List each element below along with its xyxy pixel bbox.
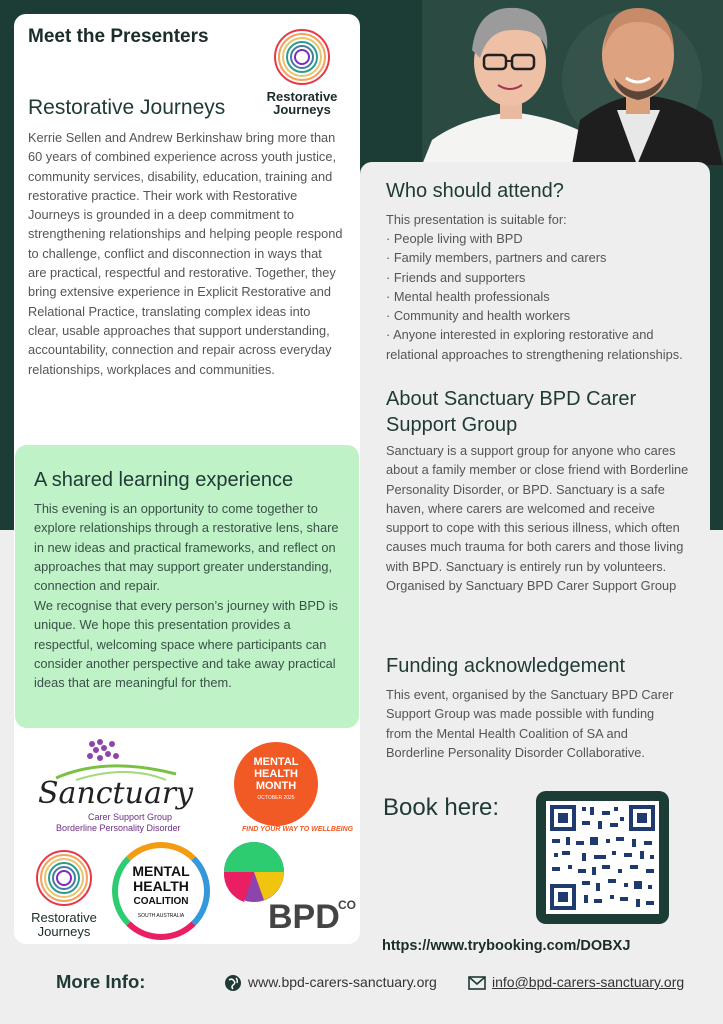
list-item: · Anyone interested in exploring restorative and relational approaches to strengthening relationships. xyxy=(386,327,683,362)
who-attend-title: Who should attend? xyxy=(386,180,564,202)
website-link[interactable]: www.bpd-carers-sanctuary.org xyxy=(248,974,437,990)
sanctuary-sub1: Carer Support Group xyxy=(88,812,173,822)
mail-icon xyxy=(468,976,486,995)
mhm-line4: OCTOBER 2025 xyxy=(257,795,295,801)
shared-learning-p1: This evening is an opportunity to come together to explore relationships through a restorative lens, share in new ideas and practical frameworks, and reflect on approaches that may support greater understanding, connection and repair. xyxy=(34,501,339,594)
mhm-line2: HEALTH xyxy=(254,768,298,780)
presenters-photo xyxy=(422,0,723,165)
restorative-journeys-logo xyxy=(262,25,342,120)
book-here-title: Book here: xyxy=(383,794,500,821)
logo-label-journeys: Journeys xyxy=(273,102,331,117)
funding-body: This event, organised by the Sanctuary BPD Carer Support Group was made possible with funding from the Mental Health Coalition of SA and Borderline Personality Disorder Collaborative. xyxy=(386,687,674,760)
mhc-line3: COALITION xyxy=(133,896,189,907)
qr-code-icon xyxy=(546,801,659,914)
mental-health-coalition-logo xyxy=(112,842,210,940)
shared-learning-title: A shared learning experience xyxy=(34,469,294,491)
mhc-line2: HEALTH xyxy=(133,878,189,894)
bpd-sup: CO xyxy=(338,898,356,912)
shared-learning-p2: We recognise that every person’s journey with BPD is unique. We hope this presentation provides a respectful, welcoming space where participants can consider another perspective and take away practical ideas that are meaningful for them. xyxy=(34,598,338,691)
sanctuary-wordmark: Sanctuary xyxy=(38,776,194,811)
mhm-tagline: FIND YOUR WAY TO WELLBEING xyxy=(242,826,354,833)
website-icon xyxy=(224,974,242,997)
mhm-line3: MONTH xyxy=(255,780,297,792)
list-item: · Community and health workers xyxy=(386,308,571,324)
about-title: About Sanctuary BPD Carer Support Group xyxy=(386,388,637,436)
who-attend-intro: This presentation is suitable for: xyxy=(386,212,567,227)
email-link[interactable]: info@bpd-carers-sanctuary.org xyxy=(492,974,685,990)
mhm-line1: MENTAL xyxy=(253,756,299,768)
sanctuary-logo xyxy=(36,736,196,836)
more-info-label: More Info: xyxy=(56,971,146,992)
mental-health-month-logo xyxy=(232,740,354,840)
mhc-line1: MENTAL xyxy=(132,863,190,879)
presenters-bio: Kerrie Sellen and Andrew Berkinshaw bring more than 60 years of combined experience across youth justice, community services, disability, education, training and restorative practice. Their work with Restorative Journeys is grounded in a deep commitment to strengthening relationships and helping people respond to challenge, conflict and disconnection in ways that are practical, respectful and restorative. Together, they bring extensive experience in Explicit Restorative and Relational Practice, translating complex ideas into clear, usable approaches that support understanding, accountability, connection and repair across everyday relationships, workplaces and communities. xyxy=(28,130,343,377)
bpd-wordmark: BPD xyxy=(268,898,340,936)
bpd-collaborative-logo xyxy=(212,838,360,938)
list-item: · Friends and supporters xyxy=(386,269,526,285)
list-item: · People living with BPD xyxy=(386,231,523,246)
logo-label-restorative: Restorative xyxy=(266,89,338,104)
rj-label1: Restorative xyxy=(31,910,97,925)
booking-qr-code[interactable] xyxy=(536,791,669,924)
rj-label2: Journeys xyxy=(37,924,91,939)
org-title: Restorative Journeys xyxy=(28,96,226,119)
meet-presenters-title: Meet the Presenters xyxy=(28,26,209,47)
list-item: · Mental health professionals xyxy=(386,288,550,304)
rainbow-mandala-icon xyxy=(22,848,106,906)
who-attend-list xyxy=(386,229,686,364)
rainbow-mandala-icon xyxy=(262,25,342,85)
list-item: · Family members, partners and carers xyxy=(386,250,607,266)
about-body: Sanctuary is a support group for anyone who cares about a family member or close friend with Borderline Personality Disorder, or BPD. Sanctuary is a safe haven, where carers are welcomed and receive support to cope with this serious illness, which often causes much trauma for both carers and those living with BPD. Sanctuary is entirely run by volunteers. Organised by Sanctuary BPD Carer Support Group xyxy=(386,443,689,594)
sanctuary-sub2: Borderline Personality Disorder xyxy=(56,823,181,833)
booking-url-link[interactable]: https://www.trybooking.com/DOBXJ xyxy=(382,938,631,954)
restorative-journeys-logo-bottom xyxy=(22,848,106,938)
mhc-line4: SOUTH AUSTRALIA xyxy=(137,913,185,919)
funding-title: Funding acknowledgement xyxy=(386,655,626,677)
